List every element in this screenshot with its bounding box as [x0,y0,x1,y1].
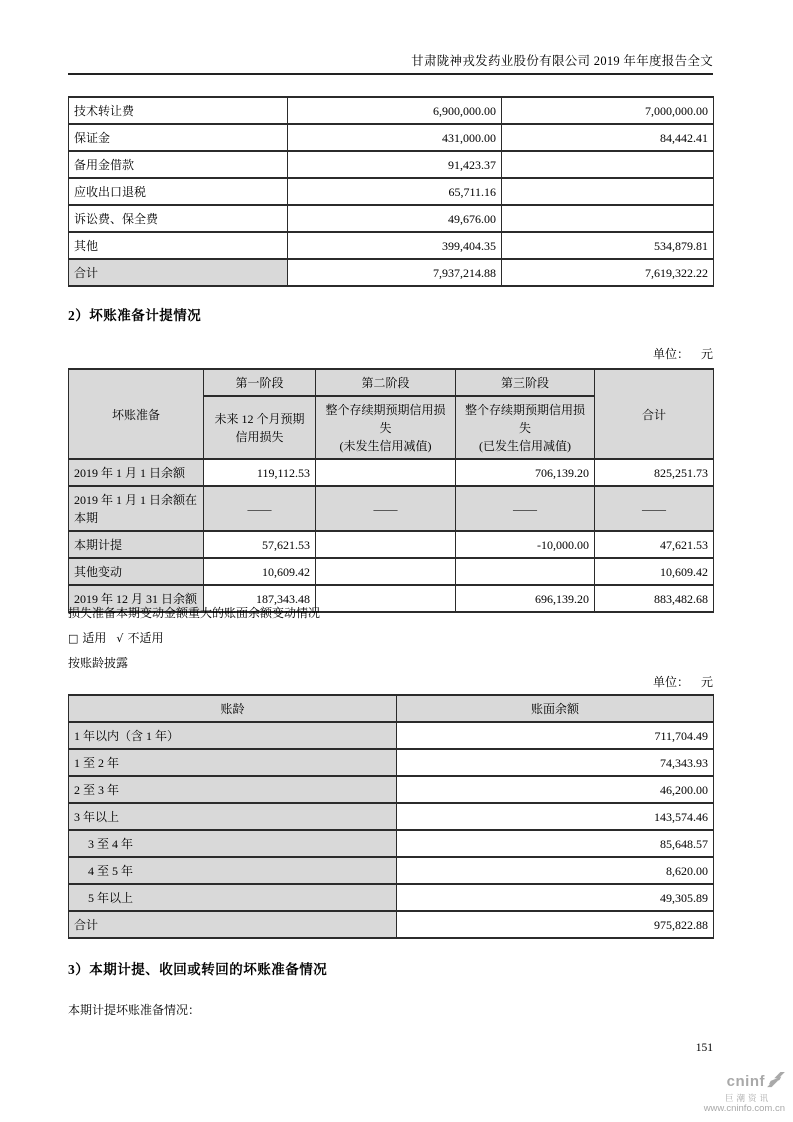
table-row [69,151,714,178]
row-label-cell: 技术转让费 [69,97,288,124]
dash-cell: —— [316,486,456,531]
stage2-desc-cell [316,396,456,459]
row-label-cell: 保证金 [69,124,288,151]
unit-value: 元 [700,347,713,361]
stage3-header-cell: 第三阶段 [456,369,595,396]
stage1-header-cell: 第一阶段 [204,369,316,396]
aging-table [68,694,714,939]
row-label-cell: 备用金借款 [69,151,288,178]
amount-cell: 10,609.42 [204,558,316,585]
table-total-row [69,911,714,938]
stage1-desc-cell: 未来 12 个月预期信用损失 [204,396,316,459]
amount-cell [316,558,456,585]
amount-cell [502,178,714,205]
table-row [69,776,714,803]
amount-cell: 883,482.68 [595,585,714,612]
checkbox-icon: □ [68,632,79,645]
amount-cell: 825,251.73 [595,459,714,486]
amount-cell: 399,404.35 [288,232,502,259]
table-total-row [69,259,714,286]
table-row [69,205,714,232]
row-label-cell: 其他 [69,232,288,259]
stage2-desc-line1: 整个存续期预期信用损失 [325,403,446,435]
unit-line [653,345,713,362]
stage2-desc-line2: (未发生信用减值) [339,439,432,453]
amount-cell: 7,000,000.00 [502,97,714,124]
amount-cell: 7,937,214.88 [288,259,502,286]
amount-cell: 57,621.53 [204,531,316,558]
amount-cell: 143,574.46 [397,803,714,830]
row-label-cell: 2 至 3 年 [69,776,397,803]
amount-cell: 10,609.42 [595,558,714,585]
table-row [69,884,714,911]
amount-cell [456,558,595,585]
unit-line [653,673,713,690]
row-label-cell: 本期计提 [69,531,204,558]
amount-cell: 46,200.00 [397,776,714,803]
amount-cell: 696,139.20 [456,585,595,612]
table-header-row [69,369,714,396]
row-label-cell: 1 至 2 年 [69,749,397,776]
dash-cell: —— [595,486,714,531]
row-label-cell: 3 至 4 年 [69,830,397,857]
amount-cell: 7,619,322.22 [502,259,714,286]
other-receivables-nature-table [68,96,714,287]
amount-cell: 431,000.00 [288,124,502,151]
row-label-cell: 2019 年 12 月 31 日余额 [69,585,204,612]
table-row [69,722,714,749]
cninfo-url: www.cninfo.com.cn [703,1102,785,1114]
amount-cell: 534,879.81 [502,232,714,259]
stage2-header-cell: 第二阶段 [316,369,456,396]
cninfo-watermark [704,1072,785,1114]
note-significant-change: 损失准备本期变动金额重大的账面余额变动情况 [68,606,321,620]
cninfo-logo-text: cninf [726,1073,765,1091]
note-aging-disclosure: 按账龄披露 [68,656,129,670]
row-label-cell: 5 年以上 [69,884,397,911]
check-icon: √ [116,632,124,645]
amount-cell: 84,442.41 [502,124,714,151]
table-row [69,232,714,259]
table-row [69,558,714,585]
not-applicable-label: 不适用 [127,631,164,645]
section-heading-bad-debt-provision: 2）坏账准备计提情况 [68,308,202,323]
table-row [69,124,714,151]
total-label-cell: 合计 [69,911,397,938]
total-label-cell: 合计 [69,259,288,286]
amount-cell: -10,000.00 [456,531,595,558]
table-row [69,857,714,884]
applicable-label: 适用 [82,631,107,645]
amount-cell: 706,139.20 [456,459,595,486]
total-header-cell: 合计 [595,369,714,459]
row-label-cell: 2019 年 1 月 1 日余额 [69,459,204,486]
amount-cell: 711,704.49 [397,722,714,749]
table-row [69,531,714,558]
amount-cell: 65,711.16 [288,178,502,205]
table-row [69,749,714,776]
row-label-cell: 应收出口退税 [69,178,288,205]
amount-cell: 91,423.37 [288,151,502,178]
corner-header-cell: 坏账准备 [69,369,204,459]
page-number: 151 [695,1042,713,1054]
table-row [69,459,714,486]
cninfo-chinese-name: 巨潮资讯 [724,1092,771,1103]
table-row [69,803,714,830]
table-row [69,486,714,531]
amount-cell: 8,620.00 [397,857,714,884]
row-label-cell: 2019 年 1 月 1 日余额在本期 [69,486,204,531]
amount-cell [316,531,456,558]
cninfo-logo-row [704,1072,785,1093]
stage3-desc-cell [456,396,595,459]
applicability-line [68,629,163,646]
aging-header-cell: 账龄 [69,695,397,722]
row-label-cell: 诉讼费、保全费 [69,205,288,232]
bad-debt-stage-table [68,368,714,613]
amount-cell: 975,822.88 [397,911,714,938]
stage3-desc-line2: (已发生信用减值) [479,439,571,453]
table-header-row [69,695,714,722]
unit-label: 单位： [652,675,689,689]
table-row [69,830,714,857]
row-label-cell: 3 年以上 [69,803,397,830]
amount-cell [502,205,714,232]
amount-cell [316,459,456,486]
amount-cell: 85,648.57 [397,830,714,857]
amount-cell: 187,343.48 [204,585,316,612]
amount-cell: 6,900,000.00 [288,97,502,124]
unit-label: 单位： [652,347,689,361]
table-row [69,178,714,205]
unit-value: 元 [700,675,713,689]
table-row [69,97,714,124]
header-divider [68,73,713,75]
amount-cell: 49,305.89 [397,884,714,911]
amount-cell: 119,112.53 [204,459,316,486]
amount-cell: 49,676.00 [288,205,502,232]
dash-cell: —— [204,486,316,531]
stage3-desc-line1: 整个存续期预期信用损失 [464,403,585,435]
row-label-cell: 4 至 5 年 [69,857,397,884]
amount-cell [502,151,714,178]
note-current-provision: 本期计提坏账准备情况： [68,1003,201,1017]
row-label-cell: 1 年以内（含 1 年） [69,722,397,749]
cninfo-swirl-icon [767,1072,785,1093]
dash-cell: —— [456,486,595,531]
page-header-title: 甘肃陇神戎发药业股份有限公司 2019 年年度报告全文 [411,54,713,68]
amount-cell: 47,621.53 [595,531,714,558]
amount-cell [316,585,456,612]
amount-cell: 74,343.93 [397,749,714,776]
balance-header-cell: 账面余额 [397,695,714,722]
section-heading-current-provision: 3）本期计提、收回或转回的坏账准备情况 [68,962,328,977]
row-label-cell: 其他变动 [69,558,204,585]
